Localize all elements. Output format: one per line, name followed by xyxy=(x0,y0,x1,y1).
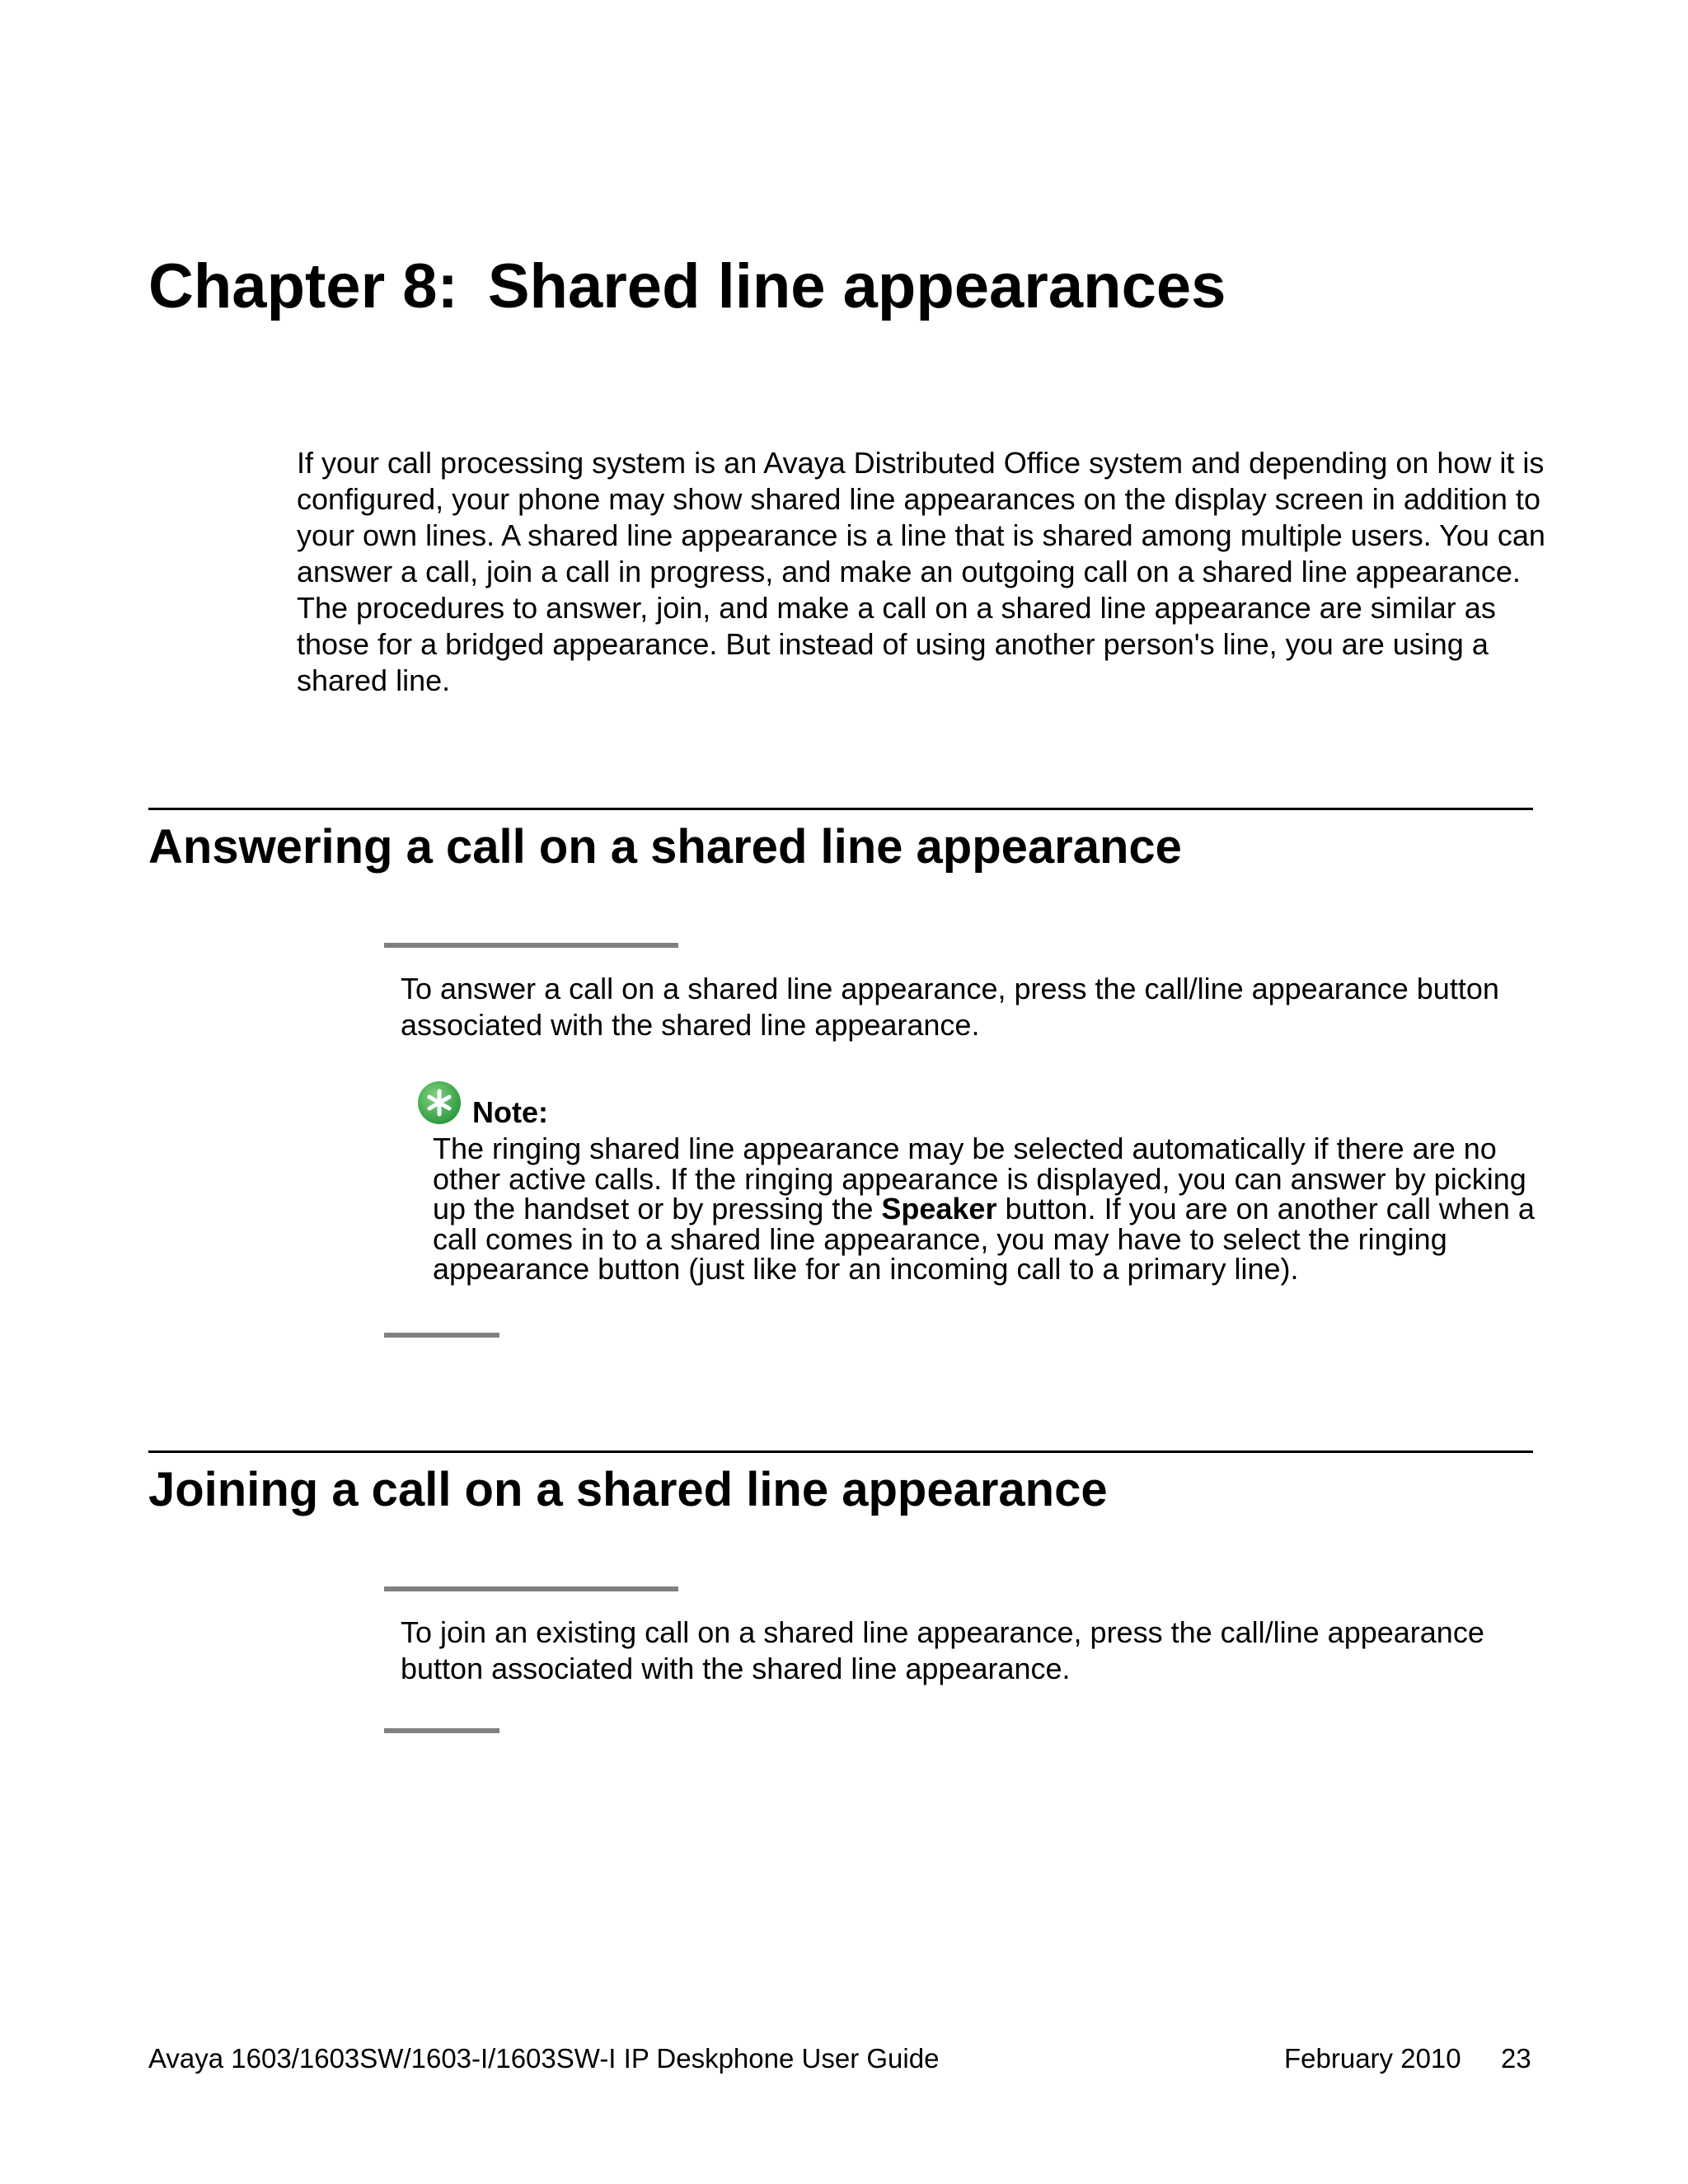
note-asterisk-icon xyxy=(416,1080,462,1126)
note-text xyxy=(433,1134,1541,1285)
chapter-title xyxy=(148,252,1226,321)
page-number: 23 xyxy=(1501,2043,1531,2074)
note-text-part: The ringing shared line appearance may be selected automatically if there are no other active calls. If the ringing appearance is displayed, you can answer by picking up the handset or by pressing the xyxy=(433,1132,1526,1226)
note-text-part: button. If you are on another call when a call comes in to a shared line appearance, you may have to select the ringing appearance button (just like for an incoming call to a primary line). xyxy=(433,1192,1535,1286)
footer-date: February 2010 xyxy=(1284,2043,1461,2074)
intro-paragraph: If your call processing system is an Avaya Distributed Office system and depending on how it is configured, your phone may show shared line appearances on the display screen in addition to your own lines. A shared line appearance is a line that is shared among multiple users. You can answer a call, join a call in progress, and make an outgoing call on a shared line appearance. The procedures to answer, join, and make a call on a shared line appearance are similar as those for a bridged appearance. But instead of using another person's line, you are using a shared line. xyxy=(297,446,1545,697)
section-rule xyxy=(148,808,1533,810)
section-title-answering: Answering a call on a shared line appearance xyxy=(148,820,1182,874)
footer-guide-title: Avaya 1603/1603SW/1603-I/1603SW-I IP Deskphone User Guide xyxy=(148,2043,940,2074)
note-label: Note: xyxy=(472,1095,548,1129)
note-header xyxy=(416,1078,548,1127)
procedure-step-answer: To answer a call on a shared line appearance, press the call/line appearance button associated with the shared line appearance. xyxy=(401,972,1499,1042)
procedure-start-bar xyxy=(384,1586,678,1591)
section-rule xyxy=(148,1451,1533,1453)
chapter-label: Chapter 8: xyxy=(148,251,458,321)
procedure-step-join: To join an existing call on a shared line appearance, press the call/line appearance button associated with the shared line appearance. xyxy=(401,1615,1484,1685)
procedure-end-bar xyxy=(384,1728,499,1733)
speaker-term: Speaker xyxy=(881,1192,997,1226)
chapter-name: Shared line appearances xyxy=(487,251,1226,321)
procedure-end-bar xyxy=(384,1333,499,1338)
section-title-joining: Joining a call on a shared line appearance xyxy=(148,1463,1108,1516)
procedure-start-bar xyxy=(384,943,678,948)
